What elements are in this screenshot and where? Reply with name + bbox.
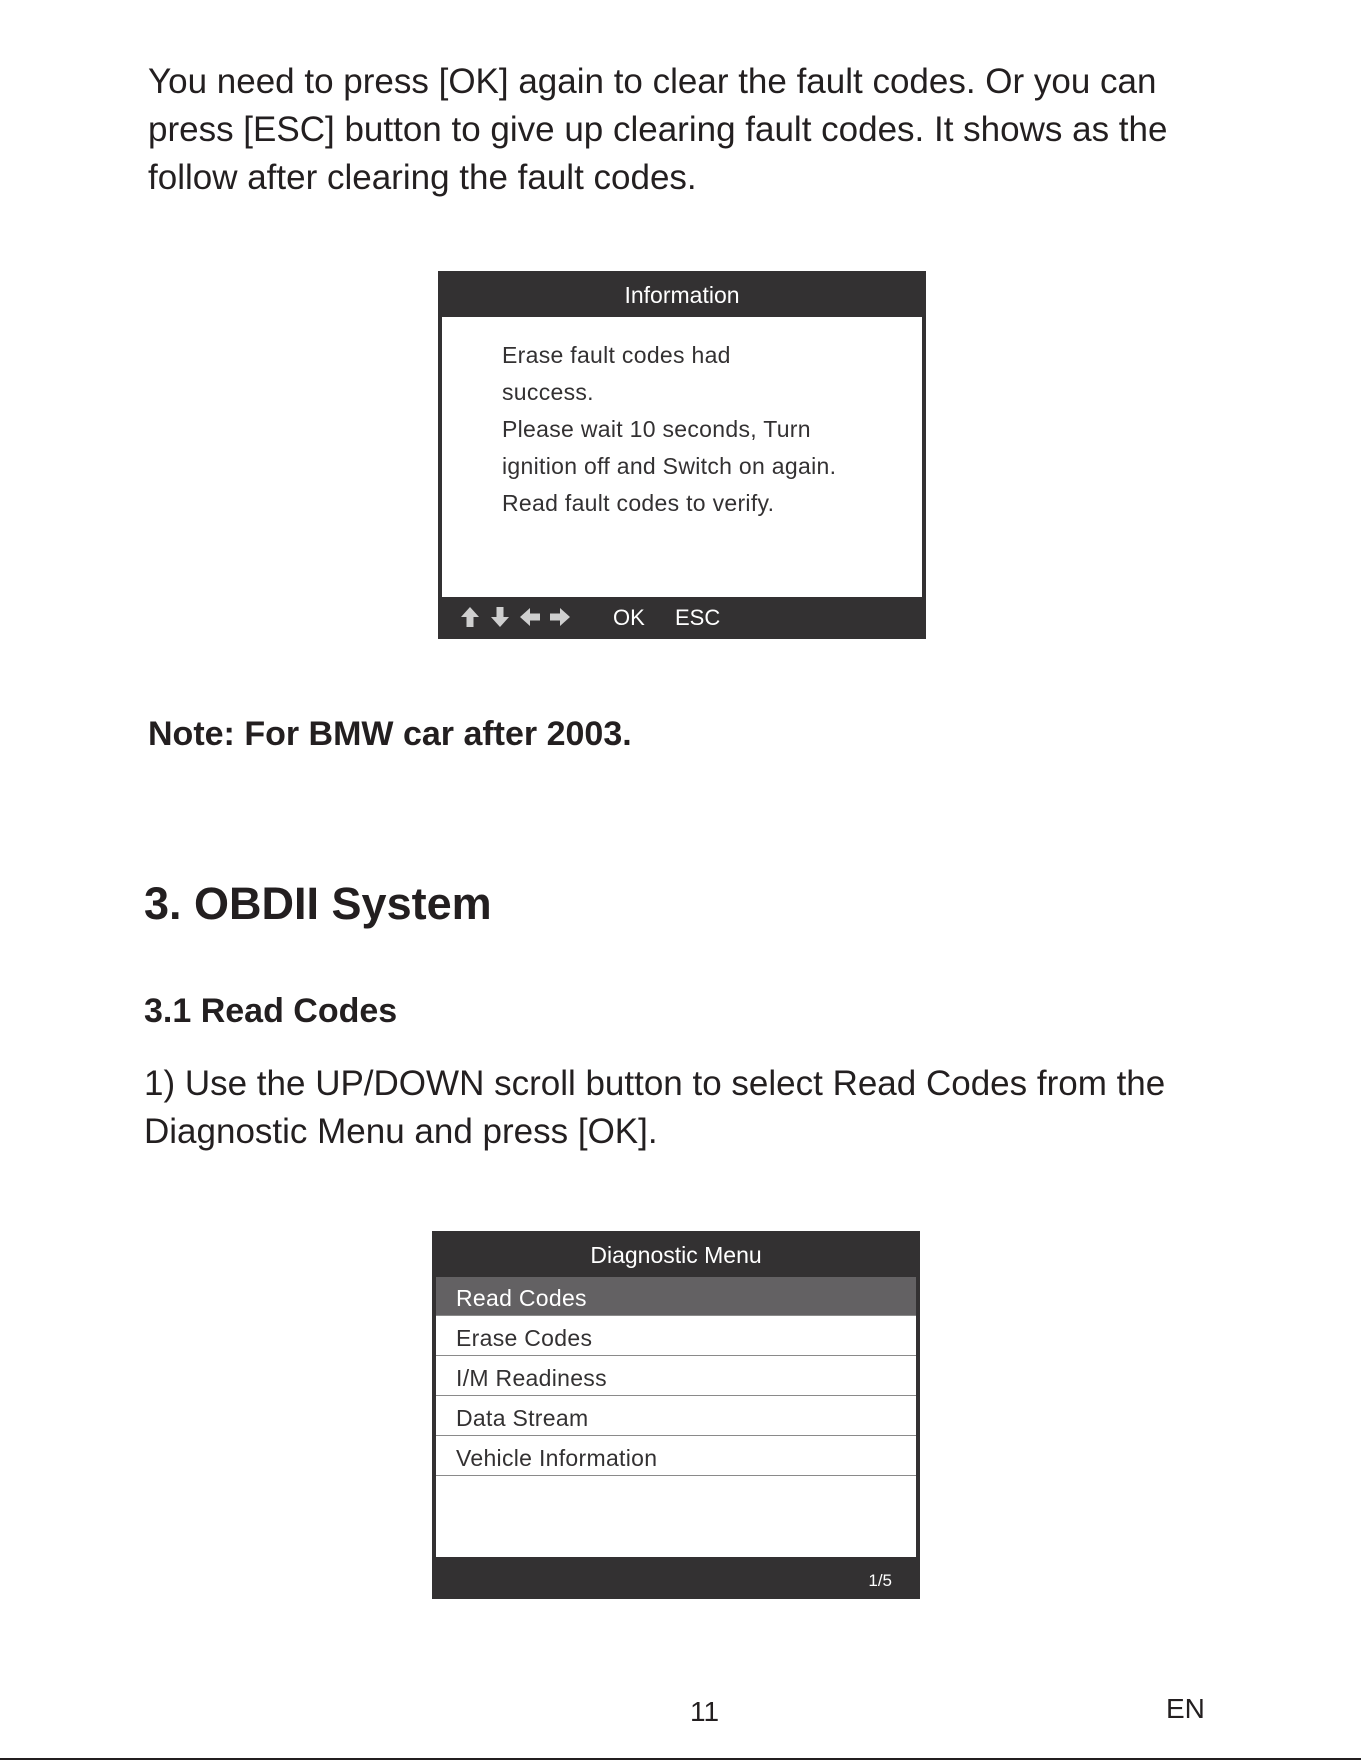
information-screen-title: Information — [624, 282, 740, 308]
intro-paragraph: You need to press [OK] again to clear the fault codes. Or you can press [ESC] button to give up clearing fault codes. It shows as the follow after clearing the fault codes. — [148, 62, 1168, 197]
section-title: 3. OBDII System — [144, 878, 492, 929]
ok-button-label: OK — [613, 605, 645, 630]
information-screen-body — [442, 317, 922, 597]
page-number: 11 — [690, 1696, 720, 1727]
note-text: Note: For BMW car after 2003. — [148, 715, 632, 753]
menu-item-read-codes[interactable]: Read Codes — [436, 1277, 916, 1316]
arrow-down-icon — [488, 605, 512, 629]
page-indicator: 1/5 — [868, 1571, 892, 1590]
step-instruction: 1) Use the UP/DOWN scroll button to select Read Codes from the Diagnostic Menu and press [OK]. — [144, 1064, 1166, 1151]
subsection-title: 3.1 Read Codes — [144, 992, 398, 1030]
menu-item-data-stream[interactable]: Data Stream — [436, 1397, 916, 1436]
menu-item-erase-codes[interactable]: Erase Codes — [436, 1317, 916, 1356]
information-message: Erase fault codes had success. Please wait 10 seconds, Turn ignition off and Switch on again. Read fault codes to verify. — [502, 342, 837, 516]
diagnostic-menu-list — [436, 1277, 916, 1557]
navigation-arrows — [458, 605, 572, 629]
arrow-right-icon — [548, 605, 572, 629]
language-code: EN — [1166, 1693, 1205, 1724]
menu-item-im-readiness[interactable]: I/M Readiness — [436, 1357, 916, 1396]
diagnostic-menu-screen — [432, 1231, 920, 1599]
arrow-up-icon — [458, 605, 482, 629]
arrow-left-icon — [518, 605, 542, 629]
menu-item-vehicle-information[interactable]: Vehicle Information — [436, 1437, 916, 1476]
bottom-divider — [0, 1758, 1361, 1760]
information-screen-footer — [438, 597, 926, 639]
information-screen — [438, 271, 926, 639]
diagnostic-menu-title: Diagnostic Menu — [590, 1242, 762, 1268]
esc-button-label: ESC — [675, 605, 721, 630]
